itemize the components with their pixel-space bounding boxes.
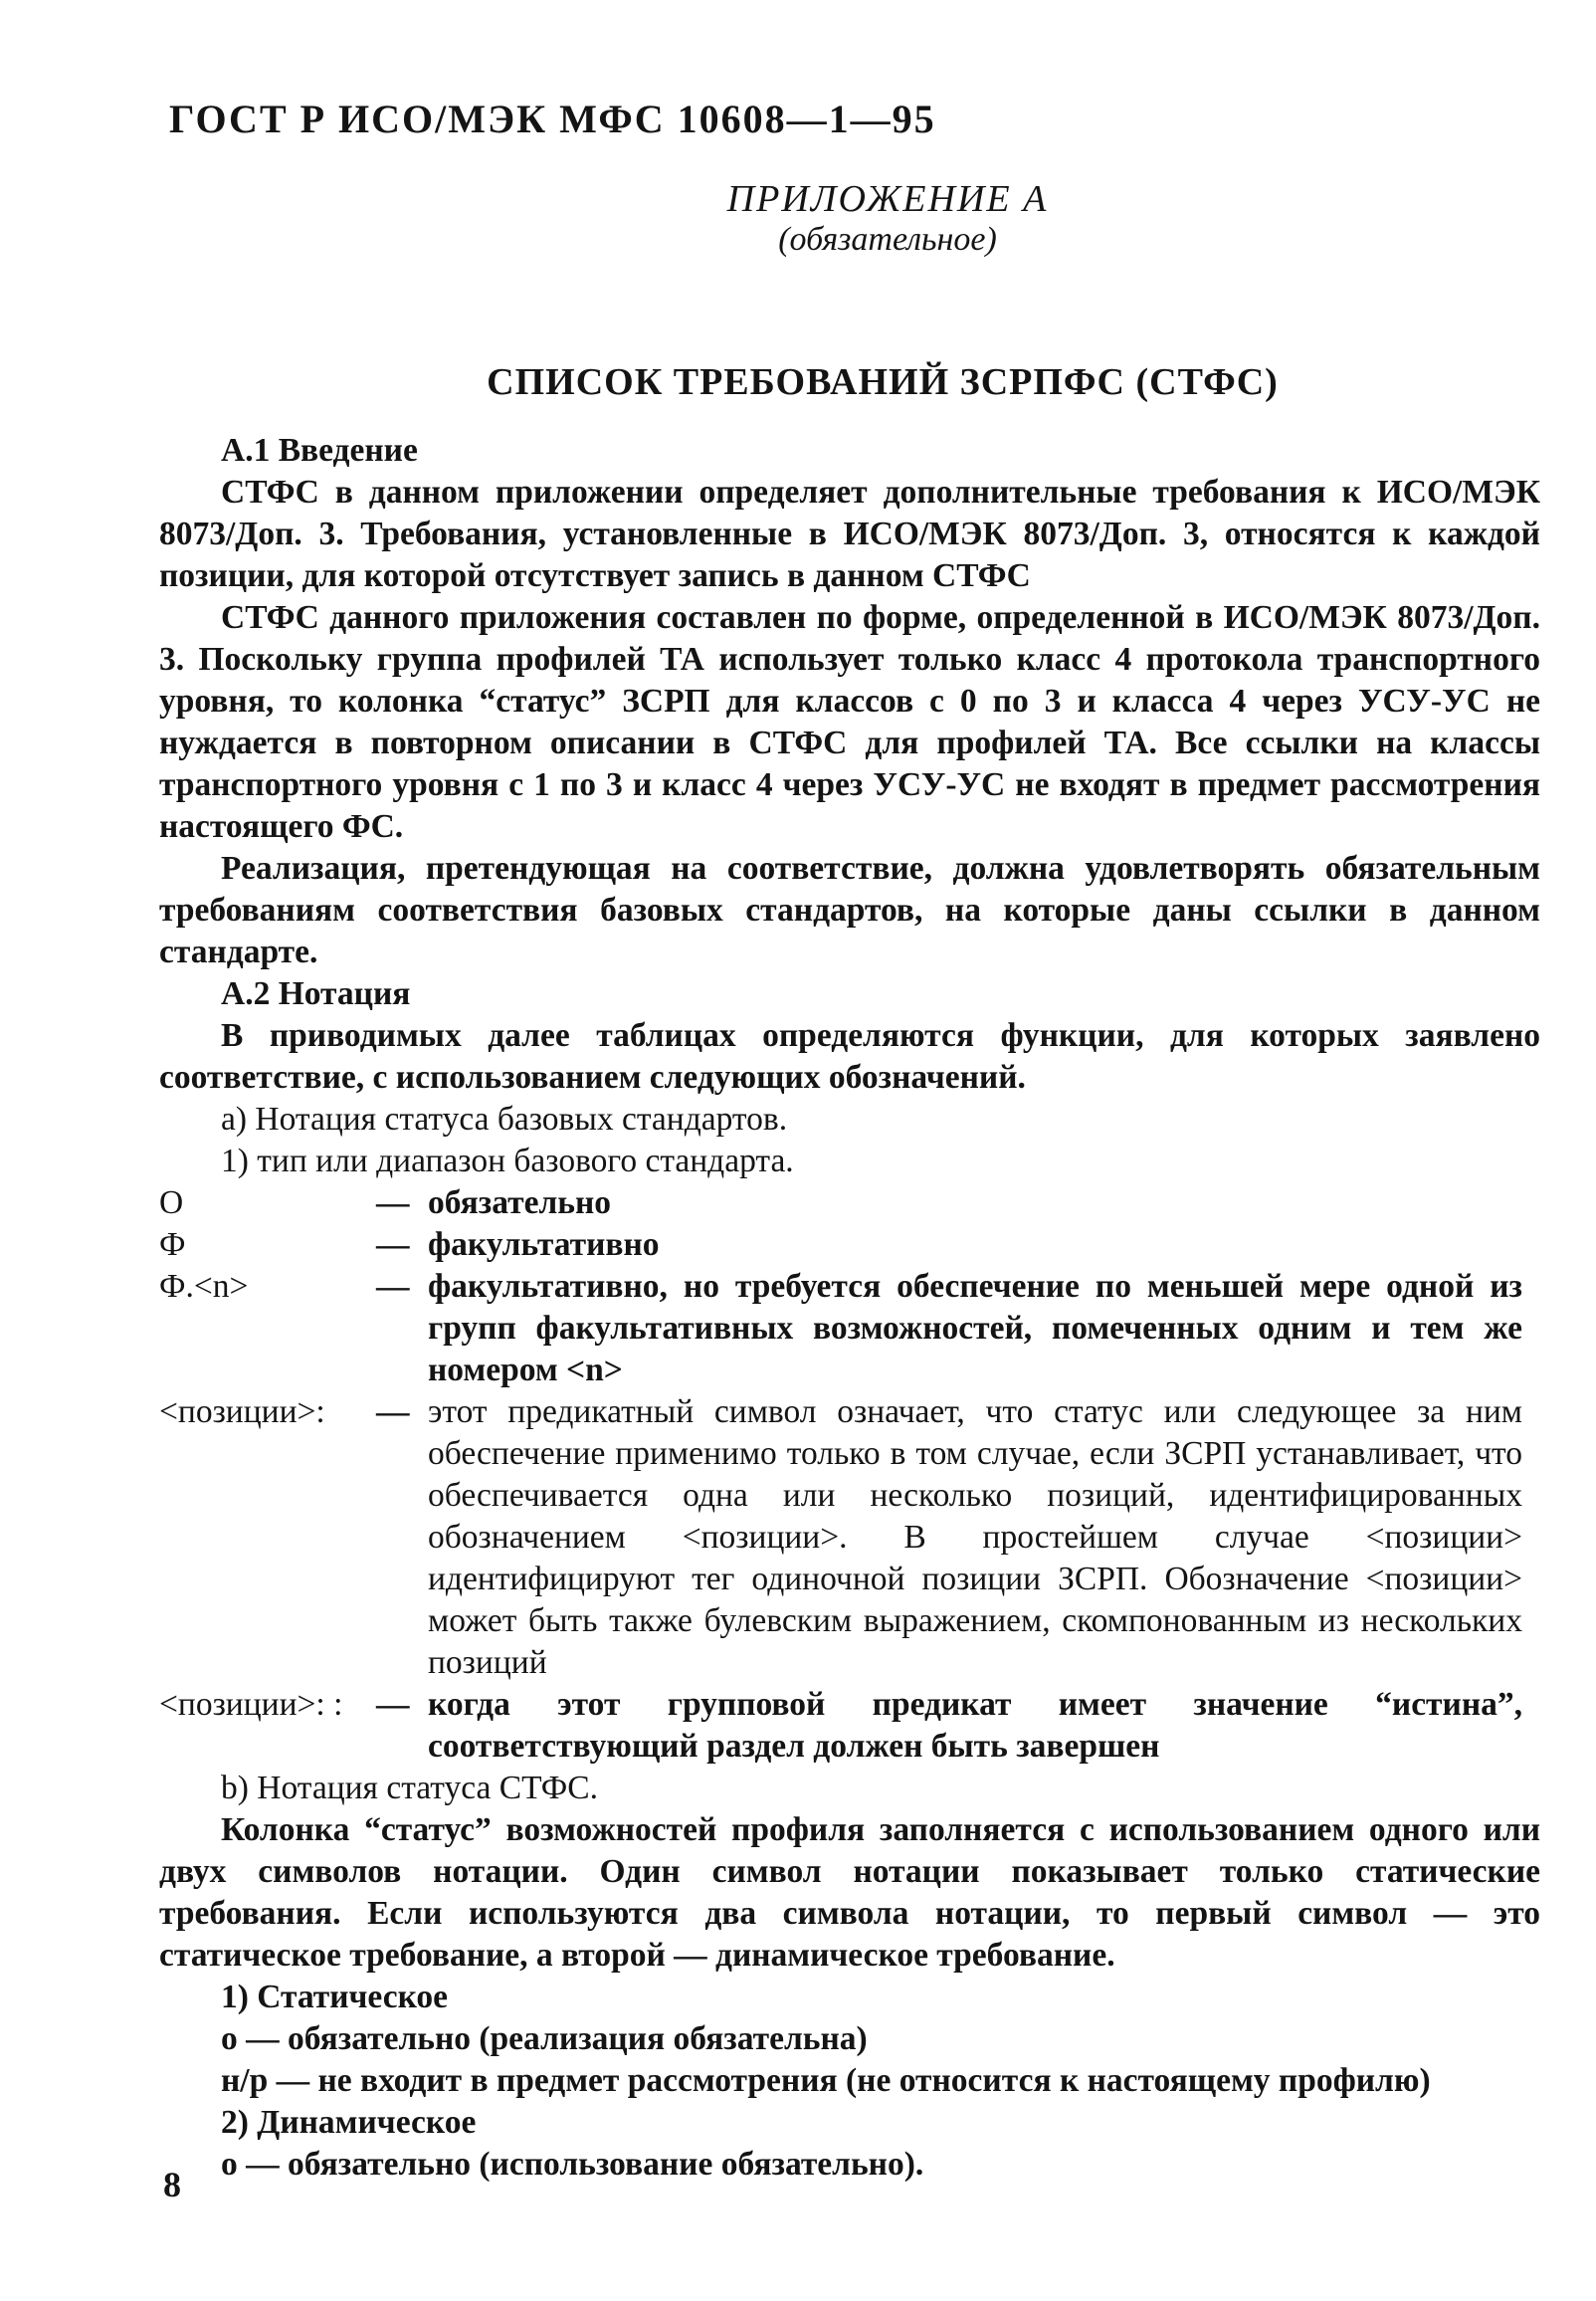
section-a1-paragraph-2: СТФС данного приложения составлен по форме, определенной в ИСО/МЭК 8073/Доп. 3. Поскольку группа профилей ТА использует только класс 4 протокола транспортного уровня, то колонка “статус” ЗСРП для классов с 0 по 3 и класса 4 через УСУ-УС не нуждается в повторном описании в СТФС для профилей ТА. Все ссылки на классы транспортного уровня с 1 по 3 и класс 4 через УСУ-УС не входят в предмет рассмотрения настоящего ФС.	[159, 599, 1540, 845]
notation-value: этот предикатный символ означает, что статус или следующее за ним обеспечение применимо только в том случае, если ЗСРП устанавливает, что обеспечивается одна или несколько позиций, идентифицированных обозначением <позиции>. В простейшем случае <позиции> идентифицируют тег одиночной позиции ЗСРП. Обозначение <позиции> может быть также булевским выражением, скомпонованным из нескольких позиций	[428, 1393, 1522, 1681]
notation-row	[159, 1182, 1540, 1224]
main-title: СПИСОК ТРЕБОВАНИЙ ЗСРПФС (СТФС)	[487, 361, 1279, 403]
notation-key: Ф	[159, 1226, 186, 1263]
notation-dash: —	[376, 1393, 410, 1430]
notation-row	[159, 1224, 1540, 1266]
notation-row	[159, 1684, 1540, 1768]
notation-dash: —	[376, 1184, 410, 1221]
notation-row	[159, 1266, 1540, 1391]
notation-key: <позиции>:	[159, 1393, 325, 1430]
notation-value: обязательно	[428, 1184, 612, 1221]
standard-header: ГОСТ Р ИСО/МЭК МФС 10608—1—95	[169, 97, 936, 141]
notation-list	[159, 1182, 1540, 1768]
notation-dash: —	[376, 1268, 410, 1305]
notation-item-b: b) Нотация статуса СТФС.	[221, 1770, 598, 1806]
section-a1-paragraph-3: Реализация, претендующая на соответствие, должна удовлетворять обязательным требованиям соответствия базовых стандартов, на которые даны ссылки в данном стандарте.	[159, 850, 1540, 970]
notation-dash: —	[376, 1686, 410, 1723]
notation-value: факультативно	[428, 1226, 660, 1263]
notation-row	[159, 1391, 1540, 1684]
notation-item-b1: 1) Статическое	[221, 1979, 449, 2015]
notation-item-b2-o: о — обязательно (использование обязательно).	[221, 2146, 924, 2183]
section-a1-paragraph-1: СТФС в данном приложении определяет дополнительные требования к ИСО/МЭК 8073/Доп. 3. Требования, установленные в ИСО/МЭК 8073/Доп. 3, относятся к каждой позиции, для которой отсутствует запись в данном СТФС	[159, 474, 1540, 594]
section-a2-heading: А.2 Нотация	[221, 975, 411, 1012]
notation-item-a: а) Нотация статуса базовых стандартов.	[221, 1101, 788, 1138]
section-a2-paragraph-1: В приводимых далее таблицах определяются функции, для которых заявлено соответствие, с использованием следующих обозначений.	[159, 1017, 1540, 1096]
notation-key: О	[159, 1184, 184, 1221]
page-number: 8	[163, 2165, 181, 2204]
notation-value: факультативно, но требуется обеспечение по меньшей мере одной из групп факультативных возможностей, помеченных одним и тем же номером <n>	[428, 1268, 1522, 1388]
notation-item-b1-o: о — обязательно (реализация обязательна)	[221, 2020, 868, 2057]
notation-item-b1-np: н/р — не входит в предмет рассмотрения (не относится к настоящему профилю)	[221, 2062, 1431, 2099]
appendix-title: ПРИЛОЖЕНИЕ А	[726, 178, 1049, 220]
section-a1-heading: А.1 Введение	[221, 432, 418, 469]
notation-key: Ф.<n>	[159, 1268, 249, 1305]
notation-dash: —	[376, 1226, 410, 1263]
notation-value: когда этот групповой предикат имеет значение “истина”, соответствующий раздел должен быть завершен	[428, 1686, 1522, 1765]
section-a2-paragraph-2: Колонка “статус” возможностей профиля заполняется с использованием одного или двух символов нотации. Один символ нотации показывает только статические требования. Если используются два символа нотации, то первый символ — это статическое требование, а второй — динамическое требование.	[159, 1811, 1540, 1974]
appendix-subtitle: (обязательное)	[778, 221, 997, 258]
notation-item-a1: 1) тип или диапазон базового стандарта.	[221, 1143, 794, 1179]
notation-key: <позиции>: :	[159, 1686, 343, 1723]
body-text	[159, 430, 1540, 2186]
notation-item-b2: 2) Динамическое	[221, 2104, 477, 2141]
